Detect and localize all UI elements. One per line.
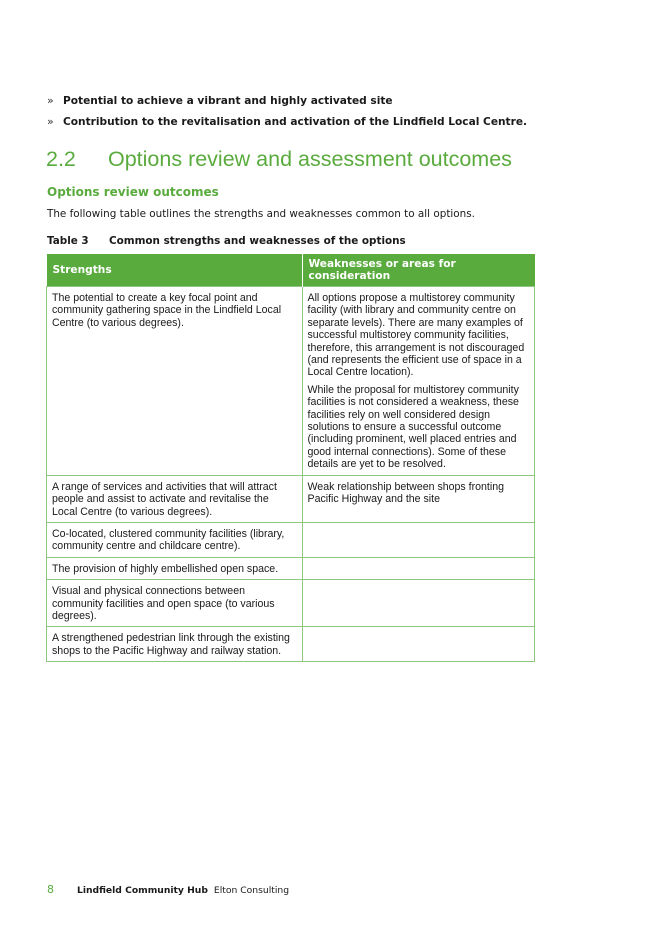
table-caption [47,235,406,247]
header-weaknesses: Weaknesses or areas for consideration [302,254,535,287]
strength-cell [47,580,303,627]
cell-text: Visual and physical connections between community facilities and open space (to various degrees). [52,585,275,622]
bullet-item [47,94,627,108]
cell-text: The potential to create a key focal point and community gathering space in the Lindfield Local Centre (to various degrees). [52,292,282,329]
cell-text: A range of services and activities that will attract people and assist to activate and revitalise the Local Centre (to various degrees). [52,480,277,518]
cell-text: A strengthened pedestrian link through the existing shops to the Pacific Highway and railway station. [52,632,290,657]
strengths-weaknesses-table [46,254,535,662]
cell-text: All options propose a multistorey community facility (with library and community centre on separate levels). There are many examples of successful multistorey community facilities, therefore, this arrangement is not discouraged (and represents the efficient use of space in a Local Centre location). [307,292,525,379]
table-row [47,475,535,522]
table-row [47,522,535,557]
weakness-cell [302,627,535,662]
weakness-cell [302,475,535,522]
weakness-cell [302,580,535,627]
cell-text: Weak relationship between shops fronting Pacific Highway and the site [307,480,504,506]
footer-author: Elton Consulting [213,885,290,896]
bullet-list [47,94,627,136]
strength-cell [47,627,303,662]
bullet-text: Contribution to the revitalisation and activation of the Lindfield Local Centre. [63,116,528,128]
weakness-cell [302,522,535,557]
strength-cell [47,522,303,557]
bullet-item [47,115,627,129]
subheading: Options review outcomes [47,185,219,199]
bullet-marker: » [47,94,54,107]
table-row [47,557,535,579]
strength-cell [47,475,303,522]
cell-text: Co-located, clustered community facilities (library, community centre and childcare centre). [52,527,285,553]
header-strengths: Strengths [47,254,303,287]
table-row [47,627,535,662]
bullet-marker: » [47,115,54,128]
section-heading [46,147,512,172]
bullet-text: Potential to achieve a vibrant and highly activated site [63,95,393,107]
section-number: 2.2 [46,147,76,171]
strength-cell [47,287,303,476]
table-row [47,580,535,627]
weakness-cell [302,557,535,579]
strength-cell [47,557,303,579]
table-label: Table 3 [47,235,89,247]
page-footer [47,883,289,896]
footer-document-title: Lindfield Community Hub [77,885,208,896]
table-caption-text: Common strengths and weaknesses of the options [109,235,406,247]
intro-paragraph: The following table outlines the strengths and weaknesses common to all options. [47,208,475,220]
table-header-row [47,254,535,287]
page-number: 8 [47,883,54,896]
section-title: Options review and assessment outcomes [108,147,512,171]
table-row [47,287,535,476]
weakness-cell [302,287,535,476]
cell-text: While the proposal for multistorey community facilities is not considered a weakness, these facilities rely on well considered design solutions to ensure a successful outcome (including prominent, well placed entries and good internal connections). Some of these details are yet to be resolved. [307,383,519,471]
cell-text: The provision of highly embellished open space. [52,562,279,575]
